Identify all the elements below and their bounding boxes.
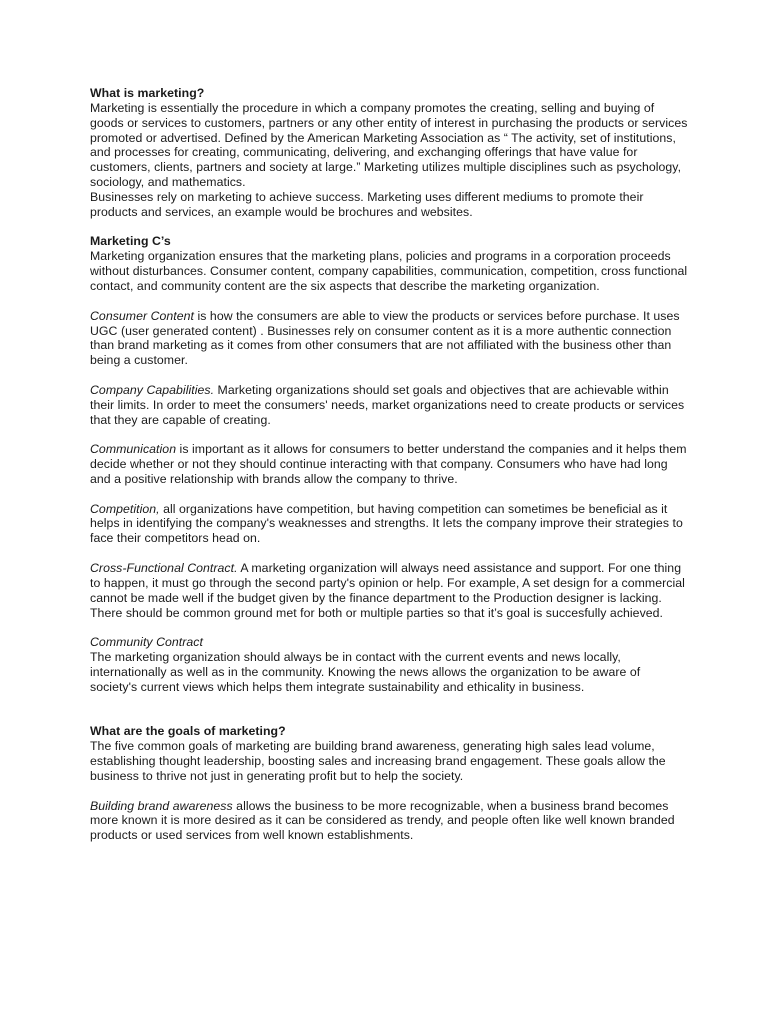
term-communication: Communication (90, 442, 177, 457)
paragraph-competition (90, 502, 690, 547)
spacer (90, 220, 690, 235)
paragraph-building-brand-awareness (90, 799, 690, 844)
paragraph-five-goals: The five common goals of marketing are building brand awareness, generating high sales lead volume, establishing thought leadership, boosting sales and increasing brand engagement. These goals allow the business to thrive not just in generating profit but to help the society. (90, 739, 666, 783)
paragraph-community-contract: The marketing organization should always be in contact with the current events and news locally, internationally as well as in the community. Knowing the news allows the organization to be aware of society's current views which helps them integrate sustainability and ethicality in business. (90, 650, 641, 694)
paragraph-cross-functional-contract (90, 561, 690, 620)
term-consumer-content: Consumer Content (90, 308, 195, 323)
heading-goals-of-marketing: What are the goals of marketing? (90, 724, 286, 739)
text-building-brand-awareness: allows the business to be more recognizable, when a business brand becomes more known it is more desired as it can be considered as trendy, and people often like well known branded products or used services from well known establishments. (90, 798, 675, 843)
paragraph-consumer-content (90, 309, 690, 368)
heading-marketing-cs: Marketing C’s (90, 234, 171, 249)
term-cross-functional-contract: Cross-Functional Contract. (90, 561, 238, 575)
spacer (90, 620, 690, 635)
paragraph-marketing-organization: Marketing organization ensures that the marketing plans, policies and programs in a corporation proceeds without disturbances. Consumer content, company capabilities, communication, competition, cross functional contact, and community content are the six aspects that describe the marketing organization. (90, 249, 688, 293)
term-competition: Competition, (90, 501, 160, 516)
document-content (90, 86, 690, 843)
term-community-contract: Community Contract (90, 635, 203, 650)
spacer (90, 546, 690, 561)
paragraph-communication (90, 442, 690, 487)
spacer (90, 784, 690, 799)
text-communication: is important as it allows for consumers to better understand the companies and it helps them decide whether or not they should continue interacting with that company. Consumers who have had long and a positive relationship with brands allow the company to thrive. (90, 442, 687, 486)
text-cross-functional-contract: A marketing organization will always need assistance and support. For one thing to happen, it must go through the second party's opinion or help. For example, A set design for a commercial cannot be made well if the budget given by the finance department to the Production designer is lacking. There should be common ground met for both or multiple parties so that it’s goal is succesfully achieved. (90, 561, 685, 620)
spacer (90, 427, 690, 442)
paragraph-company-capabilities (90, 383, 690, 428)
spacer (90, 368, 690, 383)
term-company-capabilities: Company Capabilities. (90, 382, 215, 397)
paragraph-marketing-definition: Marketing is essentially the procedure in which a company promotes the creating, selling and buying of goods or services to customers, partners or any other entity of interest in purchasing the products or services promoted or advertised. Defined by the American Marketing Association as “ The activity, set of institutions, and processes for creating, communicating, delivering, and exchanging offerings that have value for customers, clients, partners and society at large.” Marketing utilizes multiple disciplines such as psychology, sociology, and mathematics. (90, 100, 688, 190)
paragraph-businesses-rely: Businesses rely on marketing to achieve success. Marketing uses different mediums to promote their products and services, an example would be brochures and websites. (90, 189, 644, 219)
spacer (90, 294, 690, 309)
spacer (90, 695, 690, 725)
term-building-brand-awareness: Building brand awareness (90, 798, 233, 813)
heading-what-is-marketing: What is marketing? (90, 86, 205, 100)
text-competition: all organizations have competition, but having competition can sometimes be beneficial as it helps in identifying the company's weaknesses and strengths. It lets the company improve their strategies to face their competitors head on. (90, 501, 683, 546)
spacer (90, 487, 690, 502)
text-company-capabilities: Marketing organizations should set goals and objectives that are achievable within their limits. In order to meet the consumers' needs, market organizations need to create products or services that they are capable of creating. (90, 382, 685, 427)
text-consumer-content: is how the consumers are able to view the products or services before purchase. It uses UGC (user generated content) . Businesses rely on consumer content as it is a more authentic connection than brand marketing as it comes from other consumers that are not affiliated with the business other than being a customer. (90, 308, 680, 368)
